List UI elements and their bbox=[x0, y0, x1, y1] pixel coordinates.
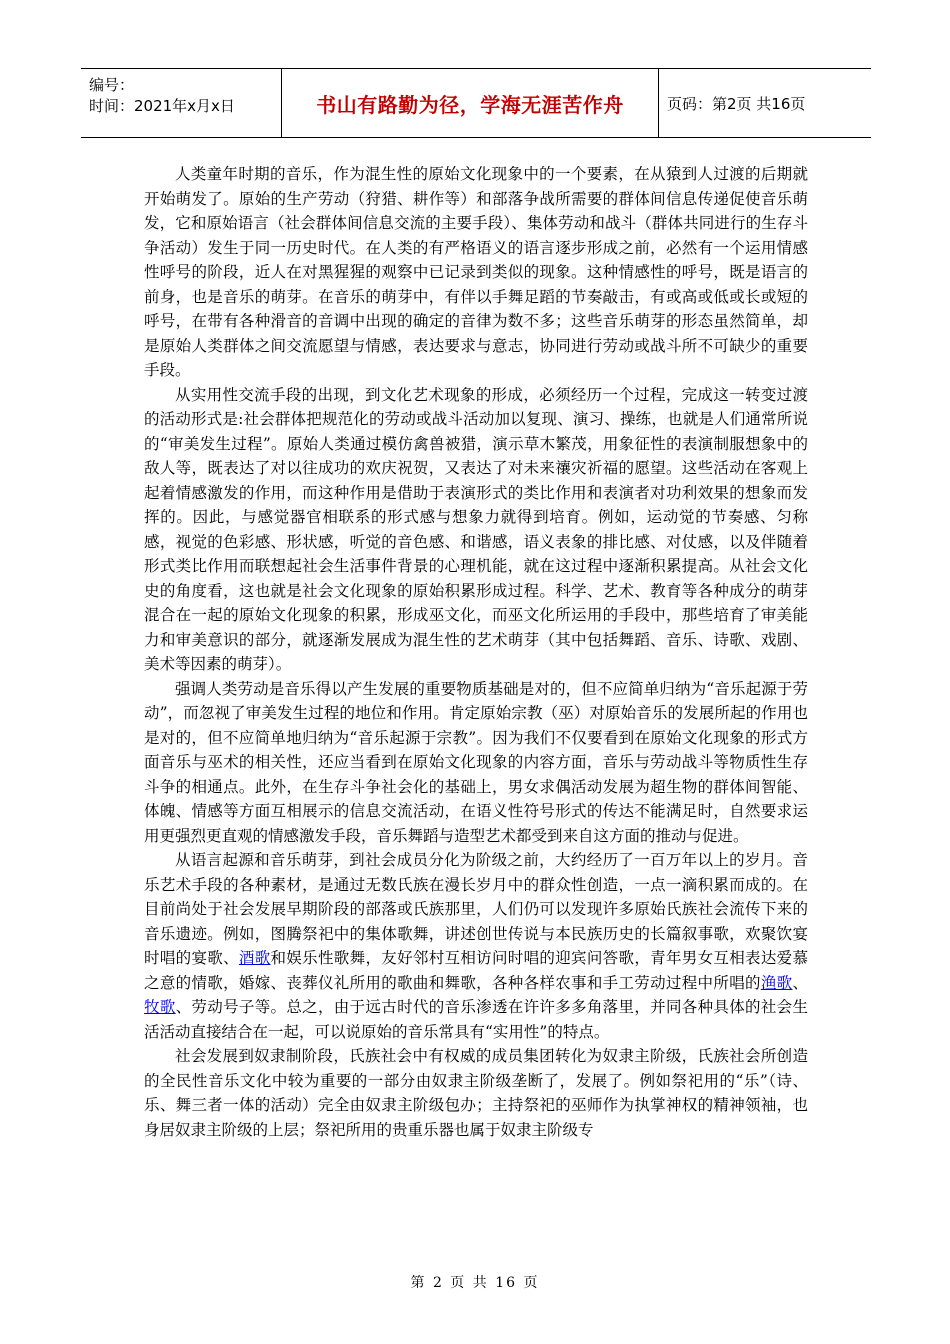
paragraph-4-separator: 、 bbox=[792, 973, 808, 992]
paragraph-2: 从实用性交流手段的出现，到文化艺术现象的形成，必须经历一个过程，完成这一转变过渡的活动形式是:社会群体把规范化的劳动或战斗活动加以复现、演习、操练，也就是人们通常所说的“审美发生过程”。原始人类通过模仿禽兽被猎，演示草木繁茂，用象征性的表演制服想象中的敌人等，既表达了对以往成功的欢庆祝贺，又表达了对未来禳灾祈福的愿望。这些活动在客观上起着情感激发的作用，而这种作用是借助于表演形式的类比作用和表演者对功利效果的想象而发挥的。因此，与感觉器官相联系的形式感与想象力就得到培育。例如，运动觉的节奏感、匀称感，视觉的色彩感、形状感，听觉的音色感、和谐感，语义表象的排比感、对仗感，以及伴随着形式类比作用而联想起社会生活事件背景的心理机能，就在这过程中逐渐积累提高。从社会文化史的角度看，这也就是社会文化现象的原始积累形成过程。科学、艺术、教育等各种成分的萌芽混合在一起的原始文化现象的积累，形成巫文化，而巫文化所运用的手段中，那些培育了审美能力和审美意识的部分，就逐渐发展成为混生性的艺术萌芽（其中包括舞蹈、音乐、诗歌、戏剧、美术等因素的萌芽）。 bbox=[144, 385, 808, 673]
header-meta bbox=[81, 69, 281, 137]
paragraph-3: 强调人类劳动是音乐得以产生发展的重要物质基础是对的，但不应简单归纳为“音乐起源于劳动”，而忽视了审美发生过程的地位和作用。肯定原始宗教（巫）对原始音乐的发展所起的作用也是对的，但不应简单地归纳为“音乐起源于宗教”。因为我们不仅要看到在原始文化现象的形式方面音乐与巫术的相关性，还应当看到在原始文化现象的内容方面，音乐与劳动战斗等物质性生存斗争的相通点。此外，在生存斗争社会化的基础上，男女求偶活动发展为超生物的群体间智能、体魄、情感等方面互相展示的信息交流活动，在语义性符号形式的传达不能满足时，自然要求运用更强烈更直观的情感激发手段，音乐舞蹈与造型艺术都受到来自这方面的推动与促进。 bbox=[144, 679, 808, 845]
link-jiuge[interactable]: 酒歌 bbox=[238, 949, 271, 967]
paragraph-4-text-2: 和娱乐性歌舞，友好邻村互相访问时唱的迎宾问答歌，青年男女互相表达爱慕之意的情歌，婚嫁、丧葬仪礼所用的歌曲和舞歌，各种各样农事和手工劳动过程中所唱的 bbox=[144, 949, 808, 992]
page-header bbox=[81, 68, 871, 138]
link-muge[interactable]: 牧歌 bbox=[144, 998, 176, 1016]
header-page-info: 页码：第2页 共16页 bbox=[667, 94, 806, 113]
paragraph-1: 人类童年时期的音乐，作为混生性的原始文化现象中的一个要素，在从猿到人过渡的后期就开始萌发了。原始的生产劳动（狩猎、耕作等）和部落争战所需要的群体间信息传递促使音乐萌发，它和原始语言（社会群体间信息交流的主要手段）、集体劳动和战斗（群体共同进行的生存斗争活动）发生于同一历史时代。在人类的有严格语义的语言逐步形成之前，必然有一个运用情感性呼号的阶段，近人在对黑猩猩的观察中已记录到类似的现象。这种情感性的呼号，既是语言的前身，也是音乐的萌芽。在音乐的萌芽中，有伴以手舞足蹈的节奏敲击，有或高或低或长或短的呼号，在带有各种滑音的音调中出现的确定的音律为数不多；这些音乐萌芽的形态虽然简单，却是原始人类群体之间交流愿望与情感，表达要求与意志，协同进行劳动或战斗所不可缺少的重要手段。 bbox=[144, 165, 808, 379]
document-body bbox=[144, 162, 808, 1142]
paragraph-4-text-3: 、劳动号子等。总之，由于远古时代的音乐渗透在许许多多角落里，并同各种具体的社会生活活动直接结合在一起，可以说原始的音乐常具有“实用性”的特点。 bbox=[144, 998, 808, 1041]
paragraph-4 bbox=[144, 848, 808, 1044]
paragraph-4-text-1: 从语言起源和音乐萌芽，到社会成员分化为阶级之前，大约经历了一百万年以上的岁月。音乐艺术手段的各种素材，是通过无数氏族在漫长岁月中的群众性创造，一点一滴积累而成的。在目前尚处于社会发展早期阶段的部落或氏族那里，人们仍可以发现许多原始氏族社会流传下来的音乐遗迹。例如，图腾祭祀中的集体歌舞，讲述创世传说与本民族历史的长篇叙事歌，欢聚饮宴时唱的宴歌、 bbox=[144, 851, 808, 967]
paragraph-5: 社会发展到奴隶制阶段，氏族社会中有权威的成员集团转化为奴隶主阶级，氏族社会所创造的全民性音乐文化中较为重要的一部分由奴隶主阶级垄断了，发展了。例如祭祀用的“乐”（诗、乐、舞三者一体的活动）完全由奴隶主阶级包办；主持祭祀的巫师作为执掌神权的精神领袖，也身居奴隶主阶级的上层；祭祀所用的贵重乐器也属于奴隶主阶级专 bbox=[144, 1047, 808, 1139]
time-label: 时间：2021年x月x日 bbox=[89, 97, 235, 115]
number-label: 编号： bbox=[89, 76, 135, 94]
link-yuge[interactable]: 渔歌 bbox=[760, 973, 793, 992]
header-motto: 书山有路勤为径，学海无涯苦作舟 bbox=[281, 69, 659, 137]
page-footer: 第 2 页 共 16 页 bbox=[410, 1275, 540, 1291]
